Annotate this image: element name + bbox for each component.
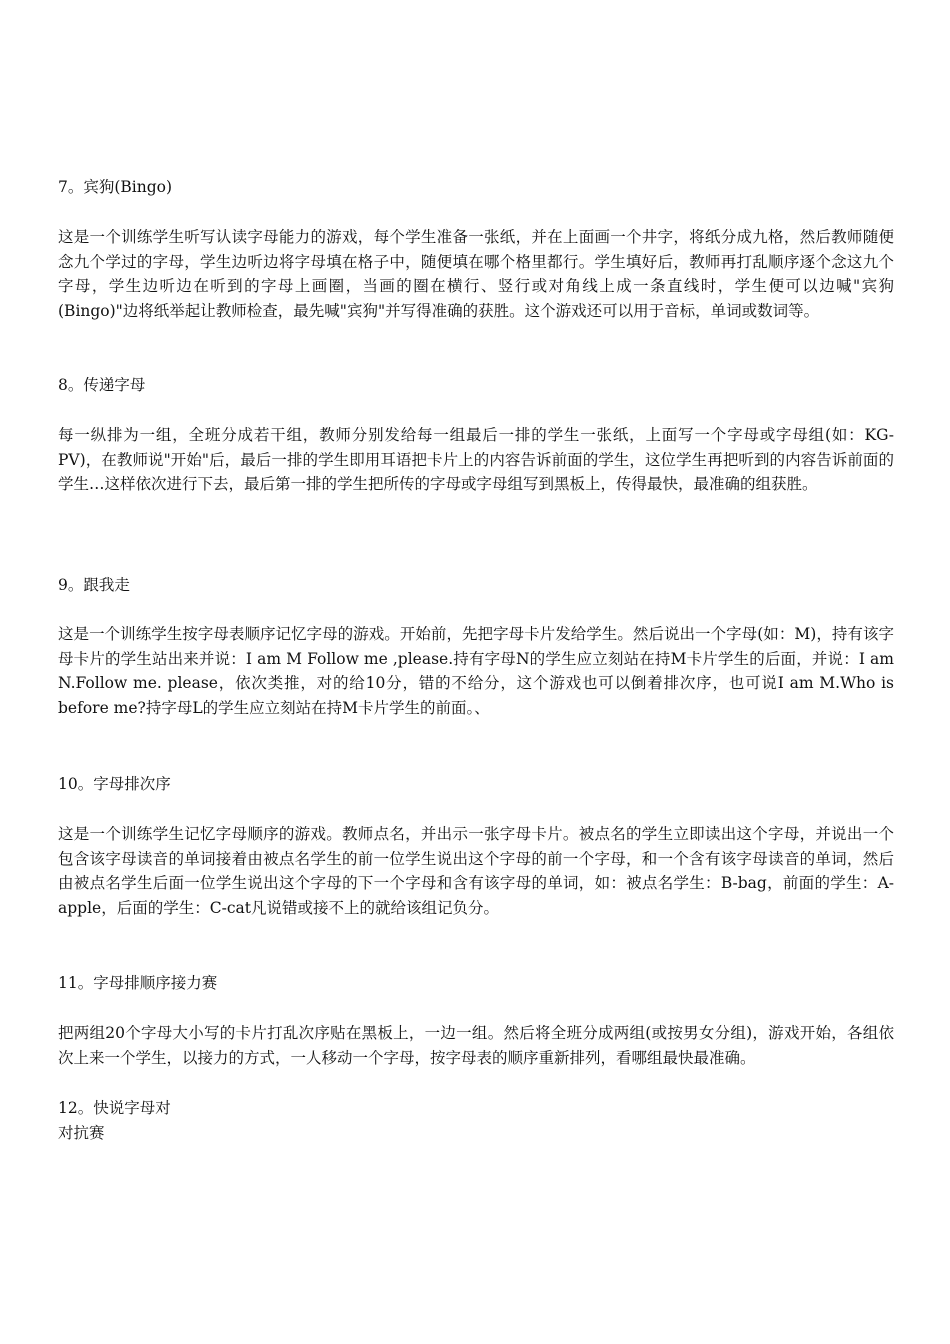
section-7-heading: 7。宾狗(Bingo) (58, 178, 173, 196)
section-7-body: 这是一个训练学生听写认读字母能力的游戏，每个学生准备一张纸，并在上面画一个井字，将纸分成九格，然后教师随便念九个学过的字母，学生边听边将字母填在格子中，随便填在哪个格里都行。学生填好后，教师再打乱顺序逐个念这九个字母，学生边听边在听到的字母上画圈，当画的圈在横行、竖行或对角线上成一条直线时，学生便可以边喊"宾狗(Bingo)"边将纸举起让教师检查，最先喊"宾狗"并写得准确的获胜。这个游戏还可以用于音标，单词或数词等。 (58, 228, 894, 320)
section-8-body: 每一纵排为一组，全班分成若干组，教师分别发给每一组最后一排的学生一张纸，上面写一个字母或字母组(如：KG-PV)，在教师说"开始"后，最后一排的学生即用耳语把卡片上的内容告诉前面的学生，这位学生再把听到的内容告诉前面的学生…这样依次进行下去，最后第一排的学生把所传的字母或字母组写到黑板上，传得最快，最准确的组获胜。 (58, 426, 894, 493)
section-9-body: 这是一个训练学生按字母表顺序记忆字母的游戏。开始前，先把字母卡片发给学生。然后说出一个字母(如：M)，持有该字母卡片的学生站出来并说：I am M Follow me ,please.持有字母N的学生应立刻站在持M卡片学生的后面，并说：I am N.Follow me. please，依次类推，对的给10分，错的不给分，这个游戏也可以倒着排次序，也可说I am M.Who is before me?持字母L的学生应立刻站在持M卡片学生的前面。、 (58, 625, 894, 717)
section-8-heading: 8。传递字母 (58, 376, 146, 394)
section-12-heading: 12。快说字母对 (58, 1099, 171, 1117)
section-10-heading: 10。字母排次序 (58, 775, 171, 793)
section-9-heading: 9。跟我走 (58, 576, 130, 594)
section-10-body: 这是一个训练学生记忆字母顺序的游戏。教师点名，并出示一张字母卡片。被点名的学生立即读出这个字母，并说出一个包含该字母读音的单词接着由被点名学生的前一位学生说出这个字母的前一个字母，和一个含有该字母读音的单词，然后由被点名学生后面一位学生说出这个字母的下一个字母和含有该字母的单词，如：被点名学生：B-bag，前面的学生：A-apple，后面的学生：C-cat凡说错或接不上的就给该组记负分。 (58, 825, 894, 917)
section-12-subheading: 对抗赛 (58, 1124, 105, 1142)
section-11-body: 把两组20个字母大小写的卡片打乱次序贴在黑板上，一边一组。然后将全班分成两组(或按男女分组)，游戏开始，各组依次上来一个学生，以接力的方式，一人移动一个字母，按字母表的顺序重新排列，看哪组最快最准确。 (58, 1024, 894, 1067)
section-11-heading: 11。字母排顺序接力赛 (58, 974, 218, 992)
